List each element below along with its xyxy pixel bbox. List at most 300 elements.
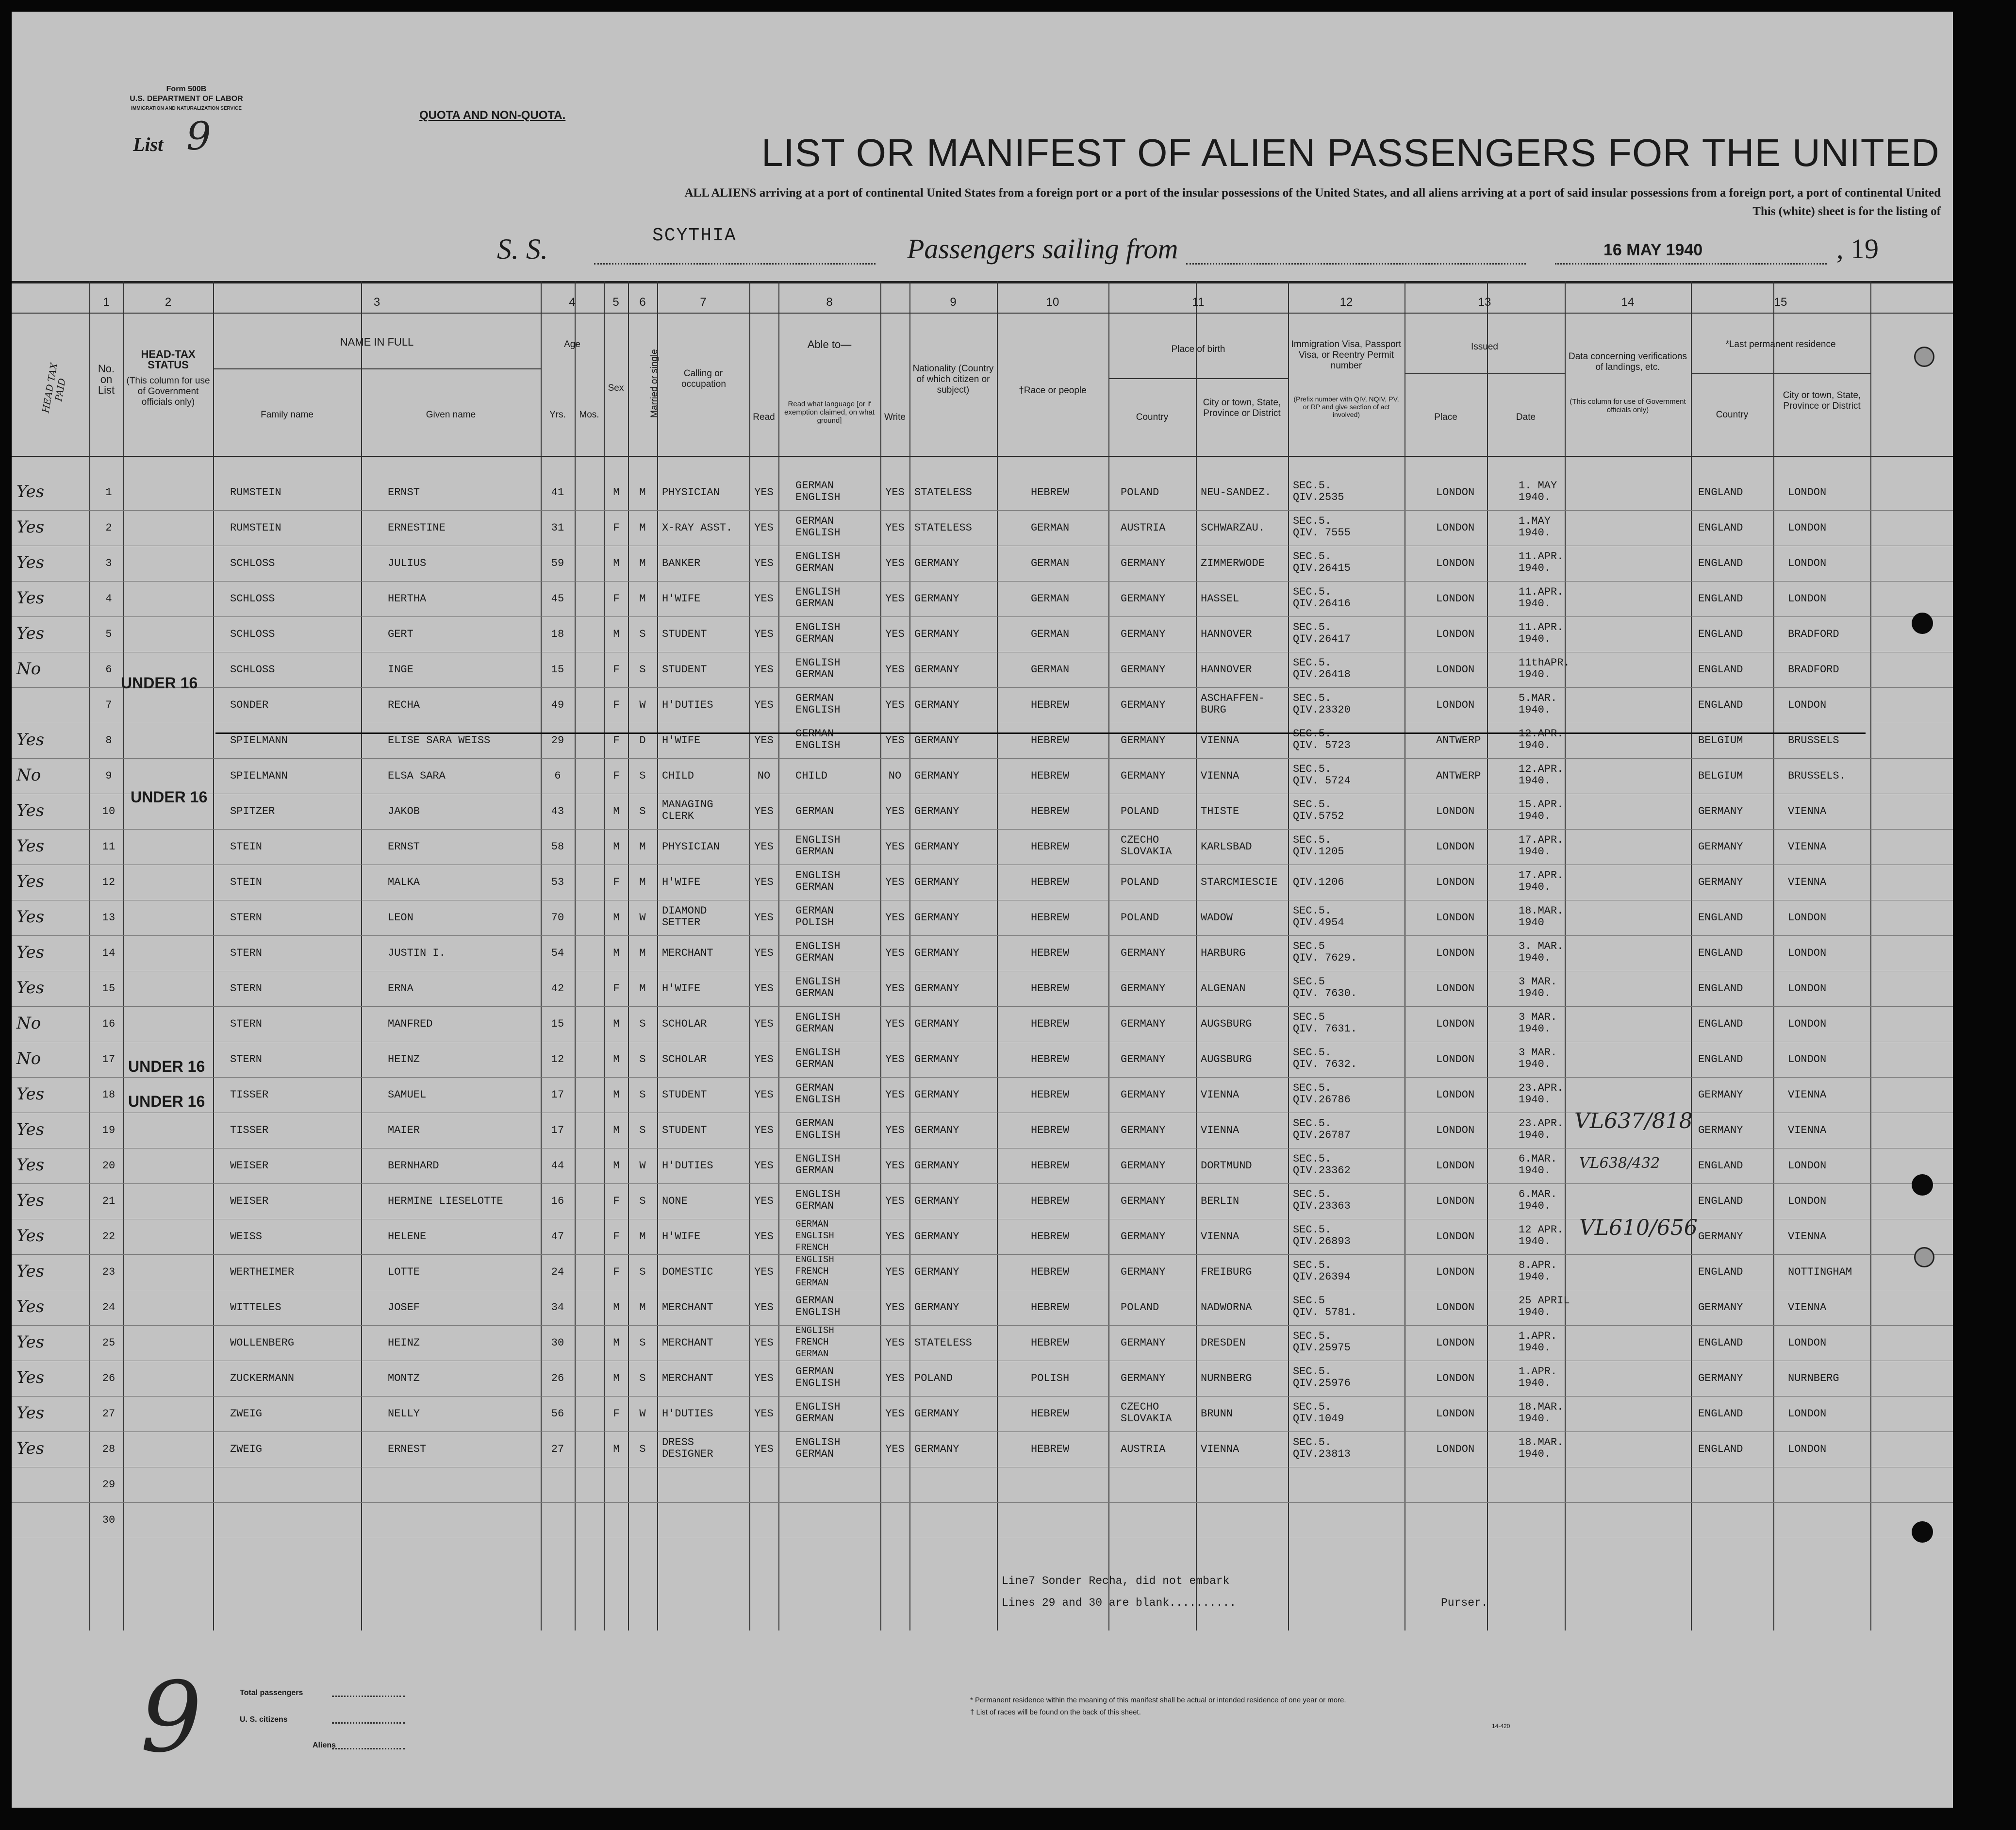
cell-family: RUMSTEIN xyxy=(230,522,281,534)
cell-idate: 5.MAR. 1940. xyxy=(1519,692,1557,716)
table-row xyxy=(12,1148,1953,1183)
head-tax-mark: Yes xyxy=(17,624,45,643)
cell-idate: 12.APR. 1940. xyxy=(1519,728,1564,751)
service: IMMIGRATION AND NATURALIZATION SERVICE xyxy=(131,106,242,111)
cell-yrs: 18 xyxy=(551,628,564,640)
cell-rcountry: ENGLAND xyxy=(1698,1160,1743,1172)
cell-race: GERMAN xyxy=(1031,593,1070,605)
table-colnum-rule xyxy=(12,313,1953,314)
cell-nat: GERMANY xyxy=(914,770,959,782)
cell-lang: GERMAN ENGLISH FRENCH xyxy=(795,1219,834,1253)
cell-sex: F xyxy=(613,1408,620,1420)
cell-visa: SEC.5. QIV.1049 xyxy=(1293,1401,1344,1425)
head-tax-mark: Yes xyxy=(17,730,45,749)
cell-ms: W xyxy=(639,699,646,711)
cell-rcountry: ENGLAND xyxy=(1698,1018,1743,1030)
cell-rcountry: ENGLAND xyxy=(1698,1053,1743,1065)
header-res-country: Country xyxy=(1716,410,1749,420)
head-tax-mark: Yes xyxy=(17,907,45,927)
cell-ms: M xyxy=(639,876,646,888)
cell-bcountry: CZECHO SLOVAKIA xyxy=(1121,1401,1172,1425)
cell-bcountry: GERMANY xyxy=(1121,1372,1166,1384)
cell-calling: PHYSICIAN xyxy=(662,486,720,499)
cell-nat: GERMANY xyxy=(914,912,959,924)
header-no-on-list: No. on List xyxy=(98,363,115,396)
cell-given: HERMINE LIESELOTTE xyxy=(388,1195,503,1207)
cell-idate: 23.APR. 1940. xyxy=(1519,1117,1564,1141)
cell-write: YES xyxy=(885,1408,905,1420)
cell-rcountry: GERMANY xyxy=(1698,1301,1743,1314)
cell-rcity: LONDON xyxy=(1788,982,1827,995)
table-row xyxy=(12,1078,1953,1113)
header-nationality: Nationality (Country of which citizen or subject) xyxy=(912,364,994,395)
table-row xyxy=(12,1255,1953,1290)
cell-bcity: VIENNA xyxy=(1201,1231,1239,1243)
cell-nat: GERMANY xyxy=(914,1408,959,1420)
table-row xyxy=(12,794,1953,829)
cell-bcountry: GERMANY xyxy=(1121,1266,1166,1278)
cell-idate: 11.APR. 1940. xyxy=(1519,550,1564,574)
landing-annotation-row18: VL637/818 xyxy=(1574,1109,1693,1133)
cell-given: MAIER xyxy=(388,1124,420,1136)
cell-sex: F xyxy=(613,522,620,534)
cell-write: YES xyxy=(885,734,905,747)
cell-iplace: LONDON xyxy=(1436,1337,1475,1349)
cell-family: WOLLENBERG xyxy=(230,1337,295,1349)
cell-idate: 1. MAY 1940. xyxy=(1519,480,1557,503)
cell-nat: GERMANY xyxy=(914,664,959,676)
cell-race: HEBREW xyxy=(1031,1018,1070,1030)
cell-sex: M xyxy=(613,1372,620,1384)
cell-iplace: LONDON xyxy=(1436,1195,1475,1207)
cell-given: JUSTIN I. xyxy=(388,947,446,959)
cell-write: YES xyxy=(885,1443,905,1455)
cell-bcity: BERLIN xyxy=(1201,1195,1239,1207)
cell-rcountry: GERMANY xyxy=(1698,805,1743,817)
date-line xyxy=(1555,263,1827,265)
cell-calling: H'WIFE xyxy=(662,982,701,995)
cell-rcity: LONDON xyxy=(1788,699,1827,711)
cell-yrs: 56 xyxy=(551,1408,564,1420)
cell-rcountry: ENGLAND xyxy=(1698,1443,1743,1455)
cell-rcountry: GERMANY xyxy=(1698,1231,1743,1243)
cell-idate: 3. MAR. 1940. xyxy=(1519,940,1564,964)
ship-line xyxy=(594,263,876,265)
cell-race: HEBREW xyxy=(1031,486,1070,499)
header-head-tax: HEAD-TAX STATUS xyxy=(141,348,196,371)
cell-iplace: LONDON xyxy=(1436,628,1475,640)
cell-ms: S xyxy=(639,1443,646,1455)
cell-given: HERTHA xyxy=(388,593,427,605)
header-birth-city: City or town, State, Province or District xyxy=(1203,398,1281,418)
table-row xyxy=(12,1290,1953,1325)
cell-yrs: 16 xyxy=(551,1195,564,1207)
cell-race: HEBREW xyxy=(1031,1408,1070,1420)
cell-ms: S xyxy=(639,1124,646,1136)
col-num: 15 xyxy=(1774,296,1787,309)
ship-name: SCYTHIA xyxy=(652,225,737,246)
cell-bcountry: AUSTRIA xyxy=(1121,1443,1166,1455)
header-sex: Sex xyxy=(608,383,624,393)
cell-nat: GERMANY xyxy=(914,1053,959,1065)
cell-calling: H'WIFE xyxy=(662,593,701,605)
cell-rcity: LONDON xyxy=(1788,1160,1827,1172)
cell-write: YES xyxy=(885,1231,905,1243)
table-top-rule xyxy=(12,281,1953,283)
header-res-city: City or town, State, Province or District xyxy=(1783,390,1861,411)
punch-hole xyxy=(1914,347,1934,367)
header-race: †Race or people xyxy=(1019,385,1087,396)
cell-idate: 11.APR. 1940. xyxy=(1519,586,1564,610)
cell-yrs: 44 xyxy=(551,1160,564,1172)
cell-ms: M xyxy=(639,522,646,534)
cell-race: GERMAN xyxy=(1031,628,1070,640)
col-num: 11 xyxy=(1192,296,1205,309)
aliens-label: Aliens xyxy=(313,1741,336,1749)
cell-write: YES xyxy=(885,1372,905,1384)
cell-lang: GERMAN ENGLISH xyxy=(795,1295,841,1318)
cell-nat: GERMANY xyxy=(914,1124,959,1136)
cell-idate: 6.MAR. 1940. xyxy=(1519,1153,1557,1177)
col-num: 7 xyxy=(700,296,707,309)
cell-iplace: LONDON xyxy=(1436,557,1475,569)
cell-no: 12 xyxy=(102,876,116,888)
cell-ms: S xyxy=(639,805,646,817)
cell-race: HEBREW xyxy=(1031,1089,1070,1101)
cell-read: YES xyxy=(754,522,774,534)
cell-family: SCHLOSS xyxy=(230,628,275,640)
cell-rcountry: GERMANY xyxy=(1698,1089,1743,1101)
head-tax-margin-label: HEAD TAX PAID xyxy=(40,362,68,414)
cell-rcity: BRUSSELS. xyxy=(1788,770,1846,782)
head-tax-mark: Yes xyxy=(17,553,45,572)
cell-iplace: LONDON xyxy=(1436,1053,1475,1065)
cell-bcity: VIENNA xyxy=(1201,1124,1239,1136)
cell-bcity: FREIBURG xyxy=(1201,1266,1252,1278)
cell-race: HEBREW xyxy=(1031,982,1070,995)
cell-lang: GERMAN ENGLISH xyxy=(795,480,841,503)
cell-visa: QIV.1206 xyxy=(1293,876,1344,888)
cell-sex: F xyxy=(613,1231,620,1243)
cell-bcountry: GERMANY xyxy=(1121,593,1166,605)
cell-sex: F xyxy=(613,876,620,888)
cell-nat: GERMANY xyxy=(914,947,959,959)
cell-race: HEBREW xyxy=(1031,699,1070,711)
residence-sub-rule xyxy=(1691,373,1870,374)
cell-write: YES xyxy=(885,1160,905,1172)
purser-note-line1: Line7 Sonder Recha, did not embark xyxy=(1002,1575,1230,1587)
purser-sign: Purser. xyxy=(1441,1597,1488,1609)
cell-iplace: LONDON xyxy=(1436,1231,1475,1243)
issued-sub-rule xyxy=(1405,373,1565,374)
cell-ms: S xyxy=(639,1372,646,1384)
cell-idate: 1.APR. 1940. xyxy=(1519,1330,1557,1354)
cell-write: YES xyxy=(885,982,905,995)
cell-ms: M xyxy=(639,947,646,959)
cell-bcity: DORTMUND xyxy=(1201,1160,1252,1172)
cell-rcountry: GERMANY xyxy=(1698,1124,1743,1136)
cell-visa: SEC.5. QIV.26418 xyxy=(1293,657,1351,681)
cell-ms: M xyxy=(639,557,646,569)
cell-sex: M xyxy=(613,628,620,640)
table-row xyxy=(12,865,1953,900)
cell-yrs: 47 xyxy=(551,1231,564,1243)
table-row xyxy=(12,723,1953,758)
cell-ms: S xyxy=(639,1018,646,1030)
col-num: 12 xyxy=(1339,296,1353,309)
cell-family: STERN xyxy=(230,947,263,959)
cell-iplace: LONDON xyxy=(1436,522,1475,534)
cell-no: 30 xyxy=(102,1514,116,1526)
cell-idate: 12 APR. 1940. xyxy=(1519,1224,1564,1248)
cell-given: ERNA xyxy=(388,982,413,995)
cell-rcity: LONDON xyxy=(1788,1195,1827,1207)
cell-race: HEBREW xyxy=(1031,805,1070,817)
cell-rcity: VIENNA xyxy=(1788,841,1827,853)
cell-family: TISSER xyxy=(230,1124,269,1136)
cell-lang: ENGLISH GERMAN xyxy=(795,1153,841,1177)
cell-no: 3 xyxy=(105,557,112,569)
cell-sex: F xyxy=(613,1266,620,1278)
manifest-sheet xyxy=(12,12,1953,1808)
table-row xyxy=(12,971,1953,1006)
manifest-table xyxy=(12,281,1953,1630)
cell-iplace: LONDON xyxy=(1436,1301,1475,1314)
cell-bcity: HANNOVER xyxy=(1201,664,1252,676)
cell-visa: SEC.5. QIV. 7632. xyxy=(1293,1047,1357,1070)
cell-bcountry: POLAND xyxy=(1121,876,1159,888)
cell-bcountry: GERMANY xyxy=(1121,1053,1166,1065)
cell-lang: ENGLISH GERMAN xyxy=(795,1401,841,1425)
cell-sex: M xyxy=(613,1089,620,1101)
cell-rcity: LONDON xyxy=(1788,557,1827,569)
cell-lang: ENGLISH GERMAN xyxy=(795,940,841,964)
cell-visa: SEC.5. QIV.5752 xyxy=(1293,799,1344,822)
cell-lang: GERMAN ENGLISH xyxy=(795,515,841,539)
cell-sex: M xyxy=(613,947,620,959)
cell-rcity: LONDON xyxy=(1788,1018,1827,1030)
cell-race: HEBREW xyxy=(1031,1443,1070,1455)
form-code: 14-420 xyxy=(1492,1723,1510,1730)
table-row xyxy=(12,546,1953,581)
head-tax-mark: Yes xyxy=(17,482,45,501)
cell-rcountry: ENGLAND xyxy=(1698,982,1743,995)
footer xyxy=(12,1630,1953,1808)
cell-sex: F xyxy=(613,664,620,676)
cell-sex: M xyxy=(613,557,620,569)
cell-lang: ENGLISH GERMAN xyxy=(795,834,841,858)
cell-iplace: LONDON xyxy=(1436,1266,1475,1278)
cell-iplace: ANTWERP xyxy=(1436,734,1481,747)
cell-iplace: LONDON xyxy=(1436,841,1475,853)
cell-rcountry: ENGLAND xyxy=(1698,593,1743,605)
cell-read: YES xyxy=(754,699,774,711)
cell-visa: SEC.5. QIV.26417 xyxy=(1293,621,1351,645)
cell-read: YES xyxy=(754,912,774,924)
cell-write: NO xyxy=(888,770,902,782)
cell-rcity: LONDON xyxy=(1788,1443,1827,1455)
cell-iplace: LONDON xyxy=(1436,486,1475,499)
cell-read: YES xyxy=(754,486,774,499)
cell-family: STEIN xyxy=(230,841,263,853)
header-calling: Calling or occupation xyxy=(681,368,726,389)
table-row xyxy=(12,1397,1953,1431)
cell-bcountry: GERMANY xyxy=(1121,1231,1166,1243)
cell-read: YES xyxy=(754,1408,774,1420)
cell-read: YES xyxy=(754,982,774,995)
cell-bcountry: GERMANY xyxy=(1121,982,1166,995)
cell-calling: H'WIFE xyxy=(662,876,701,888)
cell-race: HEBREW xyxy=(1031,912,1070,924)
cell-no: 15 xyxy=(102,982,116,995)
cell-rcountry: BELGIUM xyxy=(1698,770,1743,782)
cell-idate: 3 MAR. 1940. xyxy=(1519,976,1557,999)
cell-lang: GERMAN xyxy=(795,805,834,817)
form-number: Form 500B xyxy=(166,85,207,93)
head-tax-mark: Yes xyxy=(17,1332,45,1352)
cell-yrs: 6 xyxy=(554,770,561,782)
cell-read: YES xyxy=(754,1443,774,1455)
cell-calling: STUDENT xyxy=(662,1089,707,1101)
cell-no: 11 xyxy=(102,841,116,853)
head-tax-mark: No xyxy=(17,765,41,785)
cell-lang: ENGLISH GERMAN xyxy=(795,1011,841,1035)
table-row xyxy=(12,582,1953,616)
cell-rcountry: GERMANY xyxy=(1698,841,1743,853)
head-tax-mark: Yes xyxy=(17,801,45,820)
cell-race: HEBREW xyxy=(1031,1124,1070,1136)
cell-iplace: LONDON xyxy=(1436,1018,1475,1030)
cell-sex: M xyxy=(613,841,620,853)
cell-iplace: LONDON xyxy=(1436,805,1475,817)
header-married: Married or single xyxy=(649,349,660,418)
cell-rcity: LONDON xyxy=(1788,593,1827,605)
cell-family: WEISS xyxy=(230,1231,263,1243)
cell-lang: GERMAN ENGLISH xyxy=(795,728,841,751)
head-tax-mark: No xyxy=(17,1049,41,1068)
cell-rcity: BRADFORD xyxy=(1788,664,1839,676)
header-able-to: Able to— xyxy=(807,338,852,350)
cell-rcity: BRUSSELS xyxy=(1788,734,1839,747)
cell-calling: SCHOLAR xyxy=(662,1053,707,1065)
cell-race: HEBREW xyxy=(1031,1337,1070,1349)
cell-yrs: 45 xyxy=(551,593,564,605)
table-row xyxy=(12,830,1953,865)
table-row xyxy=(12,617,1953,652)
cell-bcity: NURNBERG xyxy=(1201,1372,1252,1384)
table-row xyxy=(12,652,1953,687)
cell-rcountry: ENGLAND xyxy=(1698,1408,1743,1420)
cell-calling: H'WIFE xyxy=(662,734,701,747)
header-write: Write xyxy=(884,412,906,422)
subtitle-line-2: This (white) sheet is for the listing of xyxy=(1752,205,1941,218)
col-num: 10 xyxy=(1046,296,1059,309)
under16-label-row9: UNDER 16 xyxy=(131,788,208,806)
cell-write: YES xyxy=(885,486,905,499)
cell-lang: ENGLISH GERMAN xyxy=(795,1436,841,1460)
cell-bcity: NADWORNA xyxy=(1201,1301,1252,1314)
cell-race: HEBREW xyxy=(1031,1053,1070,1065)
cell-iplace: LONDON xyxy=(1436,912,1475,924)
subtitle-line-1: ALL ALIENS arriving at a port of continental United States from a foreign port or a port of the insular possessions of the United States, and all aliens arriving at a port of said insular possessions from a foreign port, a port of continental United xyxy=(684,186,1941,200)
cell-no: 18 xyxy=(102,1089,116,1101)
cell-sex: M xyxy=(613,1443,620,1455)
cell-nat: GERMANY xyxy=(914,841,959,853)
cell-rcountry: ENGLAND xyxy=(1698,664,1743,676)
cell-nat: GERMANY xyxy=(914,734,959,747)
cell-no: 29 xyxy=(102,1479,116,1491)
cell-bcity: HASSEL xyxy=(1201,593,1239,605)
header-yrs: Yrs. xyxy=(549,410,566,420)
cell-visa: SEC.5. QIV.23363 xyxy=(1293,1188,1351,1212)
cell-ms: S xyxy=(639,1089,646,1101)
cell-visa: SEC.5. QIV.23362 xyxy=(1293,1153,1351,1177)
cell-visa: SEC.5. QIV.4954 xyxy=(1293,905,1344,929)
cell-rcountry: ENGLAND xyxy=(1698,1337,1743,1349)
cell-write: YES xyxy=(885,912,905,924)
header-head-tax-note: (This column for use of Government officials only) xyxy=(126,376,210,407)
cell-sex: M xyxy=(613,1337,620,1349)
cell-bcity: VIENNA xyxy=(1201,770,1239,782)
cell-race: HEBREW xyxy=(1031,734,1070,747)
cell-given: RECHA xyxy=(388,699,420,711)
cell-bcity: KARLSBAD xyxy=(1201,841,1252,853)
cell-write: YES xyxy=(885,1301,905,1314)
cell-lang: ENGLISH GERMAN xyxy=(795,976,841,999)
cell-race: HEBREW xyxy=(1031,1231,1070,1243)
cell-lang: GERMAN POLISH xyxy=(795,905,834,929)
cell-given: LEON xyxy=(388,912,413,924)
cell-family: ZWEIG xyxy=(230,1408,263,1420)
cell-bcountry: POLAND xyxy=(1121,912,1159,924)
cell-idate: 17.APR. 1940. xyxy=(1519,834,1564,858)
cell-idate: 3 MAR. 1940. xyxy=(1519,1047,1557,1070)
cell-ms: M xyxy=(639,841,646,853)
head-tax-mark: Yes xyxy=(17,1191,45,1210)
cell-given: INGE xyxy=(388,664,413,676)
cell-bcountry: GERMANY xyxy=(1121,1160,1166,1172)
cell-rcountry: ENGLAND xyxy=(1698,912,1743,924)
head-tax-mark: Yes xyxy=(17,836,45,856)
cell-write: YES xyxy=(885,1124,905,1136)
cell-idate: 11.APR. 1940. xyxy=(1519,621,1564,645)
cell-read: YES xyxy=(754,841,774,853)
cell-iplace: LONDON xyxy=(1436,1408,1475,1420)
cell-yrs: 30 xyxy=(551,1337,564,1349)
under16-label-row17: UNDER 16 xyxy=(128,1093,205,1110)
cell-sex: M xyxy=(613,1053,620,1065)
cell-no: 7 xyxy=(105,699,112,711)
cell-write: YES xyxy=(885,628,905,640)
cell-no: 27 xyxy=(102,1408,116,1420)
cell-calling: H'DUTIES xyxy=(662,1408,713,1420)
cell-idate: 25 APRIL 1940. xyxy=(1519,1295,1570,1318)
cell-given: ERNESTINE xyxy=(388,522,446,534)
cell-visa: SEC.5 QIV. 7629. xyxy=(1293,940,1357,964)
cell-family: WITTELES xyxy=(230,1301,281,1314)
cell-sex: F xyxy=(613,734,620,747)
head-tax-mark: Yes xyxy=(17,1439,45,1458)
cell-rcity: LONDON xyxy=(1788,1053,1827,1065)
cell-rcity: LONDON xyxy=(1788,486,1827,499)
cell-bcountry: POLAND xyxy=(1121,486,1159,499)
cell-write: YES xyxy=(885,699,905,711)
cell-bcountry: GERMANY xyxy=(1121,557,1166,569)
col-num: 4 xyxy=(569,296,576,309)
name-sub-rule xyxy=(213,368,541,369)
cell-given: ELSA SARA xyxy=(388,770,446,782)
head-tax-mark: Yes xyxy=(17,872,45,891)
